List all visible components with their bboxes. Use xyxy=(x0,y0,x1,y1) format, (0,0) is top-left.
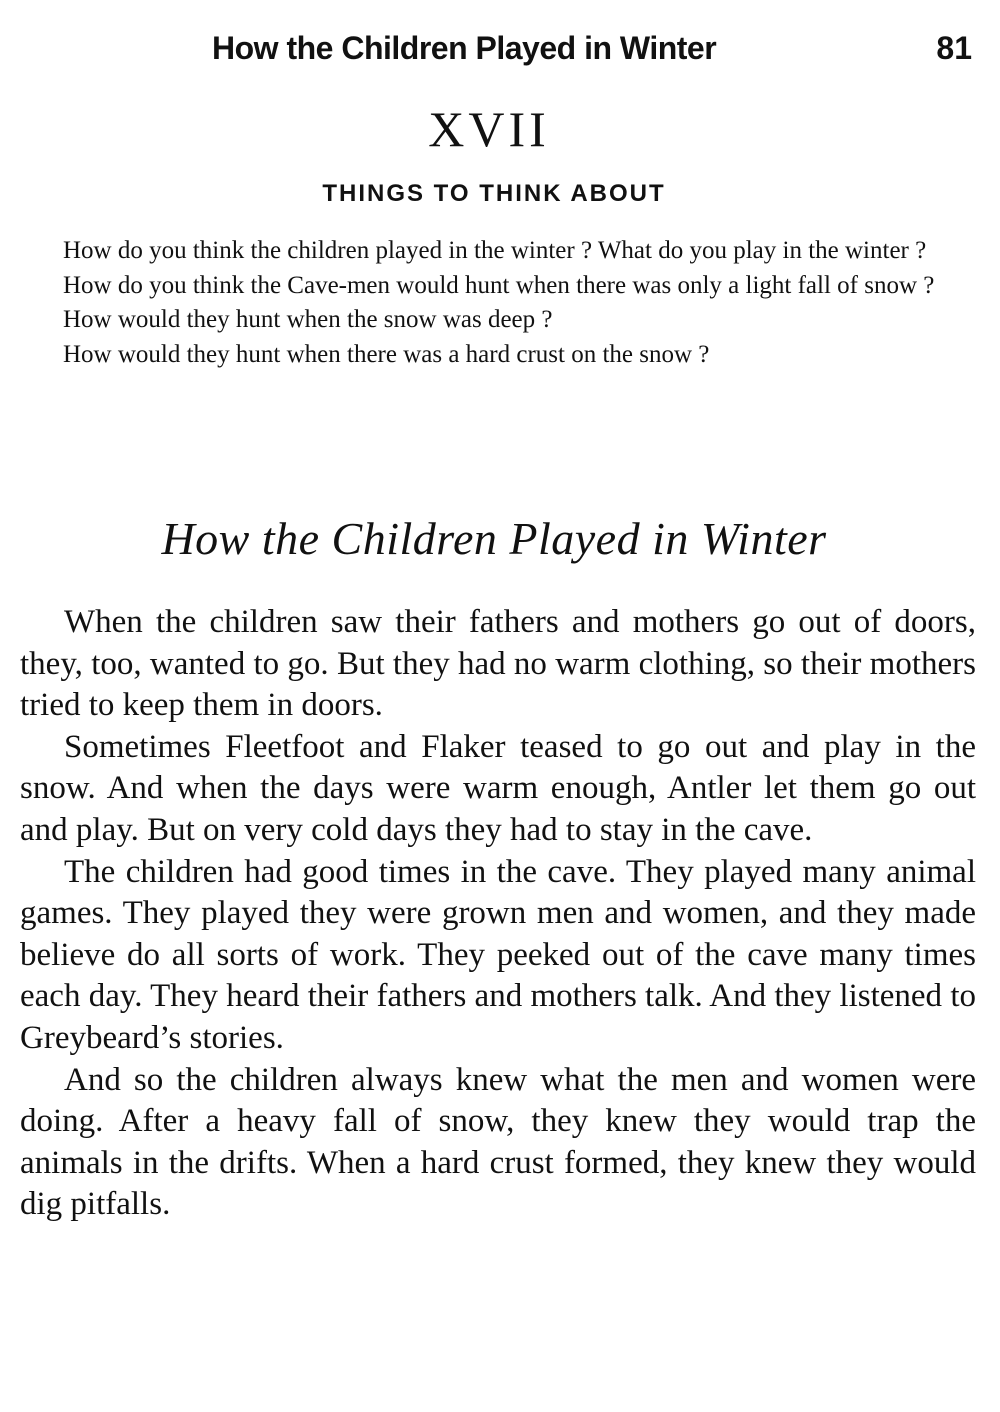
question: How do you think the children played in the winter ? What do you play in the winter ? xyxy=(63,237,927,264)
story-title: How the Children Played in Winter xyxy=(161,513,827,564)
question: How do you think the Cave-men would hunt when there was only a light fall of snow ? xyxy=(63,271,935,299)
running-header-title: How the Children Played in Winter xyxy=(212,30,717,66)
story-paragraph: And so the children always knew what the men and women were doing. After a heavy fall of snow, they knew they would trap the animals in the drifts. When a hard crust formed, they knew they would dig pitfalls. xyxy=(20,1061,976,1223)
story-paragraph: The children had good times in the cave. They played many animal games. They played they were grown men and women, and they made believe do all sorts of work. They peeked out of the cave many times each day. They heard their fathers and mothers talk. And they listened to Greybeard’s stories. xyxy=(20,853,976,1056)
question: How would they hunt when there was a hard crust on the snow ? xyxy=(63,340,710,368)
running-header xyxy=(0,30,1000,70)
story-paragraph: Sometimes Fleetfoot and Flaker teased to go out and play in the snow. And when the days were warm enough, Antler let them go out and play. But on very cold days they had to stay in the cave. xyxy=(20,728,976,848)
questions-list xyxy=(30,234,975,372)
section-heading: THINGS TO THINK ABOUT xyxy=(322,180,666,207)
story-paragraph: When the children saw their fathers and mothers go out of doors, they, too, wanted to go. But they had no warm clothing, so their mothers tried to keep them in doors. xyxy=(20,604,976,724)
question: How would they hunt when the snow was deep ? xyxy=(63,306,553,333)
story-body xyxy=(20,602,976,1226)
chapter-number: XVII xyxy=(428,101,550,157)
page-number: 81 xyxy=(936,30,972,66)
